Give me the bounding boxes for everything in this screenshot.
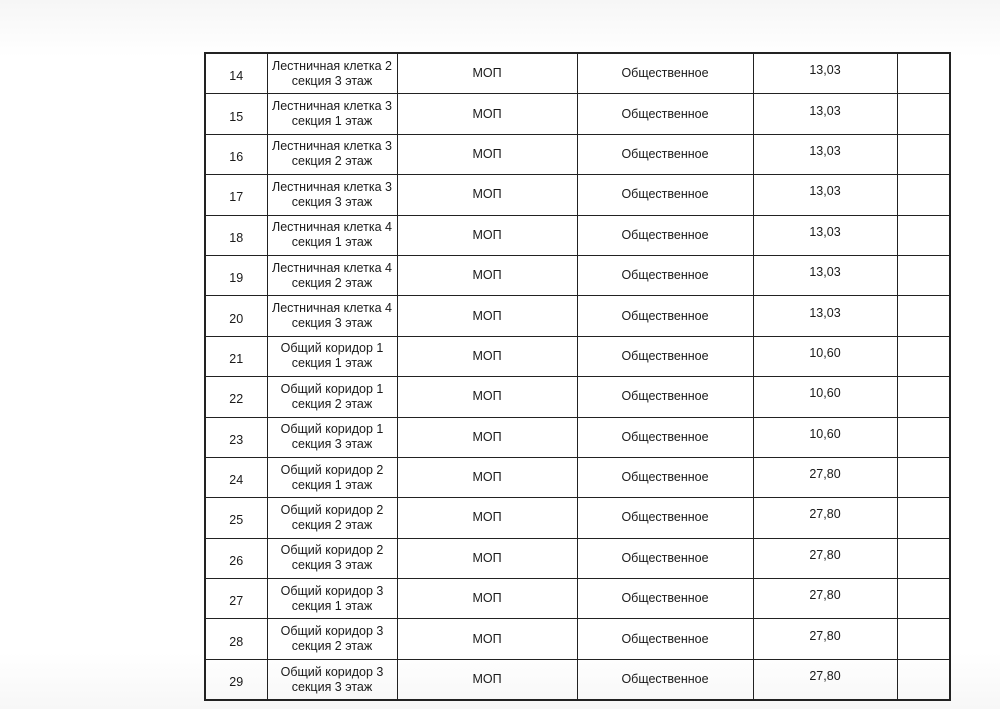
row-number-cell: 18 <box>205 215 267 255</box>
premise-use-cell: Общественное <box>577 53 753 94</box>
table-row <box>205 377 950 417</box>
extra-empty-cell <box>897 457 950 497</box>
premise-name-line2: секция 1 этаж <box>291 114 373 129</box>
row-number-cell: 22 <box>205 377 267 417</box>
extra-empty-cell <box>897 377 950 417</box>
premise-name-line2: секция 3 этаж <box>291 73 373 88</box>
premise-name-line2: секция 3 этаж <box>291 194 373 209</box>
extra-empty-cell <box>897 296 950 336</box>
premise-name-line2: секция 3 этаж <box>291 679 373 694</box>
premise-name-line2: секция 2 этаж <box>291 154 373 169</box>
premise-name-line2: секция 2 этаж <box>291 396 373 411</box>
premise-name-cell <box>267 215 397 255</box>
premise-name-line1: Лестничная клетка 2 <box>272 58 392 73</box>
extra-empty-cell <box>897 417 950 457</box>
premise-name-line1: Общий коридор 2 <box>280 462 384 477</box>
premise-type-cell: МОП <box>397 94 577 134</box>
table-row <box>205 255 950 295</box>
premise-type-cell: МОП <box>397 417 577 457</box>
premise-use-cell: Общественное <box>577 579 753 619</box>
premise-type-cell: МОП <box>397 336 577 376</box>
premise-type-cell: МОП <box>397 134 577 174</box>
table-row <box>205 215 950 255</box>
row-number-cell: 19 <box>205 255 267 295</box>
row-number-cell: 15 <box>205 94 267 134</box>
premise-name-cell <box>267 296 397 336</box>
premise-type-cell: МОП <box>397 175 577 215</box>
premise-name-line1: Лестничная клетка 4 <box>272 220 392 235</box>
table-row <box>205 457 950 497</box>
premise-name-line2: секция 3 этаж <box>291 316 373 331</box>
premise-name-line2: секция 1 этаж <box>291 356 373 371</box>
premise-use-cell: Общественное <box>577 255 753 295</box>
premise-name-cell <box>267 498 397 538</box>
premise-area-cell: 13,03 <box>753 255 897 295</box>
premise-type-cell: МОП <box>397 538 577 578</box>
premise-name-cell <box>267 417 397 457</box>
premise-name-line2: секция 3 этаж <box>291 558 373 573</box>
table-row <box>205 94 950 134</box>
premise-name-line1: Лестничная клетка 4 <box>272 301 392 316</box>
premise-area-cell: 13,03 <box>753 53 897 94</box>
premise-area-cell: 10,60 <box>753 417 897 457</box>
premise-area-cell: 27,80 <box>753 619 897 659</box>
premises-table <box>204 52 951 701</box>
extra-empty-cell <box>897 659 950 700</box>
row-number-cell: 23 <box>205 417 267 457</box>
premise-name-line1: Общий коридор 2 <box>280 502 384 517</box>
premise-use-cell: Общественное <box>577 498 753 538</box>
premise-type-cell: МОП <box>397 255 577 295</box>
premise-name-cell <box>267 175 397 215</box>
premise-type-cell: МОП <box>397 457 577 497</box>
premise-area-cell: 13,03 <box>753 134 897 174</box>
premise-area-cell: 10,60 <box>753 377 897 417</box>
premise-name-cell <box>267 538 397 578</box>
premise-type-cell: МОП <box>397 498 577 538</box>
premise-name-line1: Общий коридор 3 <box>280 664 384 679</box>
table-row <box>205 296 950 336</box>
table-row <box>205 175 950 215</box>
premise-name-line1: Лестничная клетка 3 <box>272 99 392 114</box>
premise-area-cell: 13,03 <box>753 94 897 134</box>
premise-type-cell: МОП <box>397 215 577 255</box>
premise-type-cell: МОП <box>397 377 577 417</box>
table-row <box>205 498 950 538</box>
premise-use-cell: Общественное <box>577 377 753 417</box>
extra-empty-cell <box>897 94 950 134</box>
premise-area-cell: 27,80 <box>753 659 897 700</box>
table-row <box>205 619 950 659</box>
premise-name-cell <box>267 457 397 497</box>
premise-name-line1: Общий коридор 2 <box>280 543 384 558</box>
extra-empty-cell <box>897 498 950 538</box>
premise-name-line1: Лестничная клетка 4 <box>272 260 392 275</box>
extra-empty-cell <box>897 538 950 578</box>
premise-type-cell: МОП <box>397 659 577 700</box>
premise-name-line1: Общий коридор 3 <box>280 583 384 598</box>
premise-use-cell: Общественное <box>577 619 753 659</box>
row-number-cell: 14 <box>205 53 267 94</box>
premise-name-cell <box>267 94 397 134</box>
premise-type-cell: МОП <box>397 579 577 619</box>
premise-name-line2: секция 1 этаж <box>291 477 373 492</box>
premise-name-line1: Лестничная клетка 3 <box>272 139 392 154</box>
row-number-cell: 20 <box>205 296 267 336</box>
table-row <box>205 336 950 376</box>
premise-area-cell: 13,03 <box>753 296 897 336</box>
row-number-cell: 27 <box>205 579 267 619</box>
premise-area-cell: 27,80 <box>753 498 897 538</box>
premise-name-line1: Общий коридор 1 <box>280 381 384 396</box>
premise-name-line2: секция 2 этаж <box>291 639 373 654</box>
row-number-cell: 24 <box>205 457 267 497</box>
premise-area-cell: 27,80 <box>753 538 897 578</box>
premise-name-line1: Общий коридор 1 <box>280 341 384 356</box>
premise-name-line1: Общий коридор 3 <box>280 624 384 639</box>
premise-use-cell: Общественное <box>577 215 753 255</box>
premise-area-cell: 13,03 <box>753 215 897 255</box>
table-row <box>205 134 950 174</box>
premise-name-line2: секция 2 этаж <box>291 517 373 532</box>
premise-area-cell: 13,03 <box>753 175 897 215</box>
table-row <box>205 579 950 619</box>
premise-use-cell: Общественное <box>577 296 753 336</box>
premise-name-cell <box>267 336 397 376</box>
extra-empty-cell <box>897 619 950 659</box>
table-row <box>205 538 950 578</box>
table-row <box>205 659 950 700</box>
premise-name-cell <box>267 579 397 619</box>
premise-area-cell: 10,60 <box>753 336 897 376</box>
row-number-cell: 28 <box>205 619 267 659</box>
premise-use-cell: Общественное <box>577 175 753 215</box>
extra-empty-cell <box>897 53 950 94</box>
premise-name-line1: Лестничная клетка 3 <box>272 179 392 194</box>
premise-type-cell: МОП <box>397 53 577 94</box>
premise-name-line1: Общий коридор 1 <box>280 422 384 437</box>
row-number-cell: 16 <box>205 134 267 174</box>
extra-empty-cell <box>897 336 950 376</box>
premise-name-cell <box>267 659 397 700</box>
premise-use-cell: Общественное <box>577 457 753 497</box>
premise-use-cell: Общественное <box>577 538 753 578</box>
row-number-cell: 21 <box>205 336 267 376</box>
premise-area-cell: 27,80 <box>753 579 897 619</box>
premise-type-cell: МОП <box>397 619 577 659</box>
premise-name-line2: секция 2 этаж <box>291 275 373 290</box>
row-number-cell: 29 <box>205 659 267 700</box>
premise-name-line2: секция 1 этаж <box>291 598 373 613</box>
extra-empty-cell <box>897 215 950 255</box>
premises-table-body <box>205 53 950 700</box>
table-row <box>205 417 950 457</box>
extra-empty-cell <box>897 579 950 619</box>
premise-use-cell: Общественное <box>577 134 753 174</box>
extra-empty-cell <box>897 175 950 215</box>
extra-empty-cell <box>897 134 950 174</box>
premise-name-cell <box>267 255 397 295</box>
row-number-cell: 17 <box>205 175 267 215</box>
extra-empty-cell <box>897 255 950 295</box>
row-number-cell: 26 <box>205 538 267 578</box>
premise-name-cell <box>267 134 397 174</box>
table-row <box>205 53 950 94</box>
premise-name-cell <box>267 619 397 659</box>
premise-name-cell <box>267 53 397 94</box>
premise-use-cell: Общественное <box>577 336 753 376</box>
premise-name-line2: секция 3 этаж <box>291 437 373 452</box>
premise-type-cell: МОП <box>397 296 577 336</box>
row-number-cell: 25 <box>205 498 267 538</box>
premise-area-cell: 27,80 <box>753 457 897 497</box>
premise-use-cell: Общественное <box>577 659 753 700</box>
premise-use-cell: Общественное <box>577 94 753 134</box>
premise-name-line2: секция 1 этаж <box>291 235 373 250</box>
premise-use-cell: Общественное <box>577 417 753 457</box>
premise-name-cell <box>267 377 397 417</box>
